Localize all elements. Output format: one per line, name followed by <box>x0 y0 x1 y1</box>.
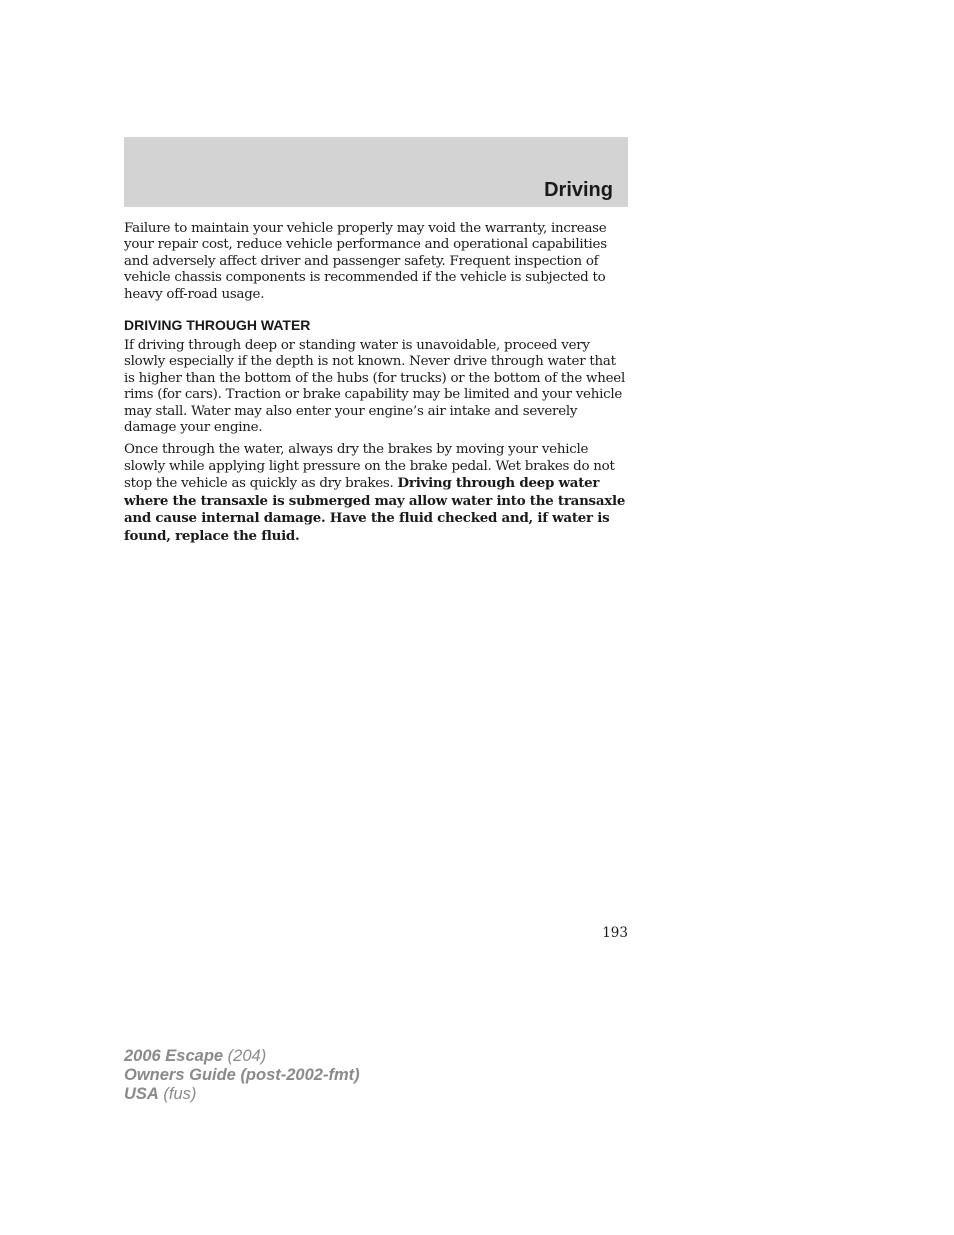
deep-water-paragraph: If driving through deep or standing water is unavoidable, proceed very slowly especially if the depth is not known. Never drive through water that is higher than the bottom of the hubs (for trucks) or the bottom of the wheel rims (for cars). Traction or brake capability may be limited and your vehicle may stall. Water may also enter your engine’s air intake and severely damage your engine. <box>124 338 625 436</box>
footer-model-code: (204) <box>223 1047 267 1065</box>
footer-guide: Owners Guide (post-2002-fmt) <box>124 1066 360 1084</box>
section-header-bar <box>124 137 628 207</box>
dry-brakes-paragraph <box>124 442 630 544</box>
footer-model: 2006 Escape <box>124 1047 224 1065</box>
page-content <box>124 221 630 551</box>
footer-line-market <box>124 1085 360 1104</box>
footer-market: USA <box>124 1085 159 1103</box>
document-footer <box>124 1047 360 1104</box>
dry-brakes-text: Once through the water, always dry the brakes by moving your vehicle slowly while applying light pressure on the brake pedal. Wet brakes do not stop the vehicle as quickly as dry brakes. <box>124 442 615 492</box>
page-number: 193 <box>602 925 628 941</box>
section-title: Driving <box>544 179 613 201</box>
maintenance-paragraph: Failure to maintain your vehicle properly may void the warranty, increase your repair cost, reduce vehicle performance and operational capabilities and adversely affect driver and passenger safety. Frequent inspection of vehicle chassis components is recommended if the vehicle is subjected to heavy off-road usage. <box>124 221 607 302</box>
footer-line-guide <box>124 1066 360 1085</box>
footer-line-model <box>124 1047 360 1066</box>
footer-market-code: (fus) <box>158 1085 197 1103</box>
driving-through-water-heading: DRIVING THROUGH WATER <box>124 317 311 334</box>
transaxle-warning-text: Driving through deep water where the transaxle is submerged may allow water into the transaxle and cause internal damage. Have the fluid checked and, if water is found, replace the fluid. <box>124 475 626 544</box>
